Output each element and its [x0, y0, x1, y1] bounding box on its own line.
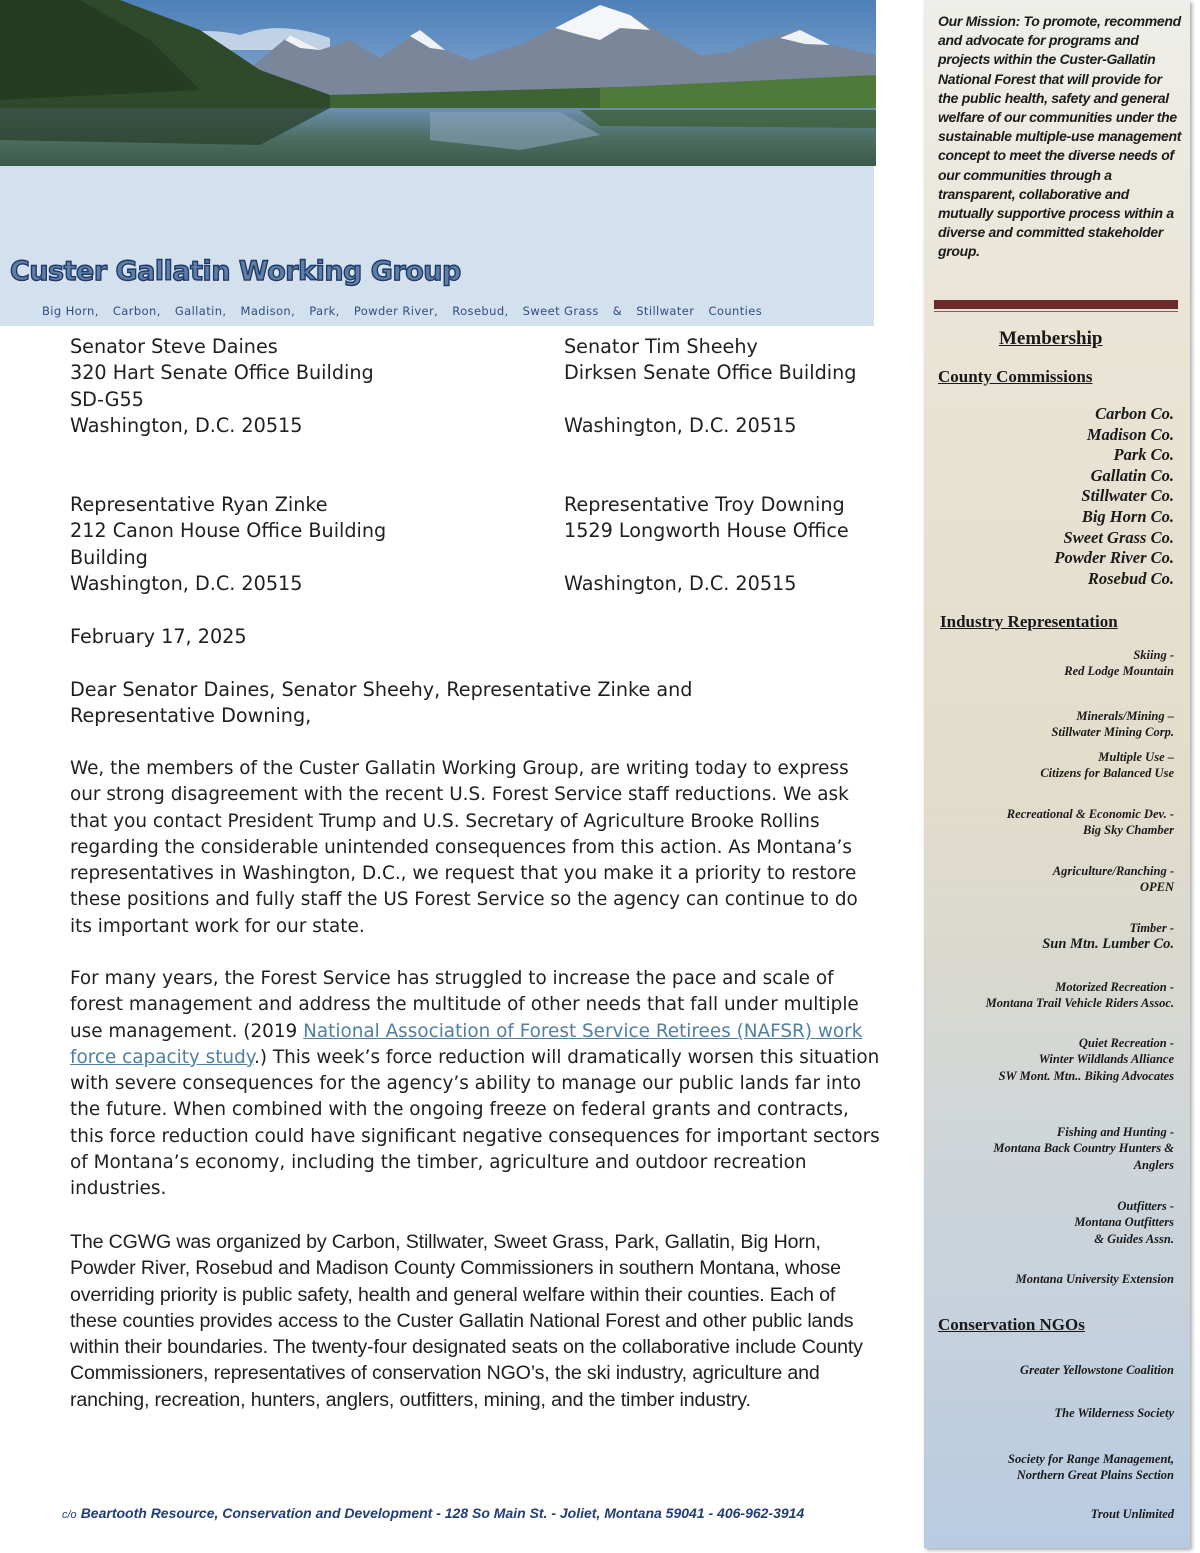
- address-line: SD-G55: [70, 387, 144, 411]
- industry-category: Outfitters -: [1117, 1199, 1174, 1213]
- address-line: Senator Tim Sheehy: [564, 335, 758, 358]
- industry-member: Montana Outfitters: [1074, 1215, 1174, 1230]
- membership-heading: Membership: [999, 328, 1103, 349]
- industry-category: Fishing and Hunting -: [1056, 1125, 1174, 1139]
- county-powder-river: Powder River,: [353, 304, 439, 318]
- address-line: 1529 Longworth House Office: [564, 519, 849, 543]
- paragraph-2-text: For many years, the Forest Service has struggled to increase the pace and scale of forest management and address the multitude of other needs that fall under multiple use management. (2019: [70, 968, 859, 1042]
- address-line: 320 Hart Senate Office Building: [70, 361, 374, 385]
- address-line: Washington, D.C. 20515: [564, 571, 797, 595]
- paragraph-1: We, the members of the Custer Gallatin Working Group, are writing today to express our strong disagreement with the recent U.S. Forest Service staff reductions. We ask that you contact President Trump and U.S. Secretary of Agriculture Brooke Rollins regarding the considerable unintended consequences from this action. As Montana’s representatives in Washington, D.C., we request that you make it a priority to restore these positions and fully staff the US Forest Service so the agency can continue to do its important work for our state.: [70, 758, 858, 937]
- industry-category: Recreational & Economic Dev. -: [1006, 807, 1174, 821]
- industry-category: Multiple Use –: [1098, 750, 1174, 764]
- mission-statement: Our Mission: To promote, recommend and advocate for programs and projects within the Custer-Gallatin National Forest that will provide for the public health, safety and general welfare of our communities under the sustainable multiple-use management concept to meet the diverse needs of our communities through a transparent, collaborative and mutually supportive process within a diverse and committed stakeholder group.: [938, 13, 1182, 260]
- industry-outfitters: [1074, 1198, 1174, 1247]
- footer-address: [62, 1505, 804, 1521]
- list-item: Gallatin Co.: [1090, 465, 1174, 485]
- address-line: Washington, D.C. 20515: [70, 571, 303, 595]
- ngo-item: [1008, 1451, 1174, 1484]
- industry-recreational-economic: [1007, 806, 1174, 839]
- county-carbon: Carbon,: [112, 304, 161, 318]
- list-item: Rosebud Co.: [1087, 568, 1174, 588]
- list-item: Stillwater Co.: [1081, 486, 1174, 506]
- address-line: Representative Ryan Zinke: [70, 493, 328, 516]
- county-commissions-heading: County Commissions: [938, 367, 1093, 386]
- list-item: Powder River Co.: [1054, 548, 1174, 568]
- industry-category: Motorized Recreation -: [1055, 980, 1174, 994]
- address-downing: [564, 492, 849, 597]
- industry-member: Montana Trail Vehicle Riders Assoc.: [985, 996, 1174, 1011]
- county-bighorn: Big Horn,: [42, 304, 99, 318]
- address-line: Washington, D.C. 20515: [70, 413, 303, 437]
- address-line: [564, 387, 856, 413]
- industry-category: Timber -: [1129, 921, 1174, 935]
- org-name-logo: Custer Gallatin Working Group: [10, 256, 461, 287]
- industry-multiple-use: [1040, 749, 1174, 782]
- industry-member: Winter Wildlands Alliance: [1038, 1052, 1174, 1067]
- paragraph-3: The CGWG was organized by Carbon, Stillwater, Sweet Grass, Park, Gallatin, Big Horn, Powder River, Rosebud and Madison County Commissioners in southern Montana, whose overriding priority is public safety, health and general welfare within their counties. Each of these counties provides access to the Custer Gallatin National Forest and other public lands within their boundaries. The twenty-four designated seats on the collaborative include County Commissioners, representatives of conservation NGO’s, the ski industry, agriculture and ranching, recreation, hunters, anglers, outfitters, mining, and the timber industry.: [70, 1231, 863, 1411]
- industry-fishing-hunting: [993, 1124, 1174, 1173]
- industry-motorized-recreation: [986, 979, 1174, 1012]
- paragraph-2: [70, 966, 882, 1203]
- ngo-item: Greater Yellowstone Coalition: [1020, 1363, 1174, 1377]
- industry-member: & Guides Assn.: [1094, 1231, 1174, 1246]
- list-item: Sweet Grass Co.: [1063, 527, 1174, 547]
- ngo-name: Society for Range Management,: [1008, 1452, 1174, 1466]
- ngo-section: Northern Great Plains Section: [1016, 1468, 1174, 1483]
- industry-category: Quiet Recreation -: [1078, 1036, 1174, 1050]
- ngo-item: The Wilderness Society: [1054, 1406, 1174, 1420]
- address-line: Dirksen Senate Office Building: [564, 361, 857, 385]
- industry-category: Skiing -: [1133, 648, 1174, 662]
- list-item: Carbon Co.: [1095, 404, 1174, 423]
- nafsr-study-link[interactable]: National Association of Forest Service Retirees (NAFSR) work force capacity study: [70, 1020, 863, 1068]
- industry-member: SW Mont. Mtn.. Biking Advocates: [998, 1068, 1174, 1083]
- county-gallatin: Gallatin,: [174, 304, 227, 318]
- address-daines: [70, 334, 374, 439]
- address-sheehy: [564, 334, 856, 439]
- industry-member: Montana Back Country Hunters &: [993, 1141, 1174, 1156]
- ngo-item: Trout Unlimited: [1090, 1507, 1174, 1521]
- county-commissions-list: [1054, 404, 1174, 589]
- county-rosebud: Rosebud,: [452, 304, 509, 318]
- counties-word: Counties: [708, 304, 763, 318]
- industry-quiet-recreation: [999, 1035, 1174, 1084]
- letter-date: February 17, 2025: [70, 625, 247, 648]
- mountain-lake-image: [0, 0, 876, 166]
- sidebar-divider-thin: [934, 311, 1178, 312]
- header-band: [0, 166, 874, 326]
- industry-mining: [1051, 708, 1174, 741]
- industry-member: Big Sky Chamber: [1083, 823, 1174, 838]
- industry-member: Stillwater Mining Corp.: [1051, 725, 1174, 740]
- sidebar-divider: [934, 300, 1178, 309]
- salutation: Dear Senator Daines, Senator Sheehy, Representative Zinke and Representative Downing,: [70, 678, 693, 728]
- industry-member: Sun Mtn. Lumber Co.: [1042, 936, 1174, 953]
- industry-member: Anglers: [1133, 1157, 1174, 1172]
- list-item: Park Co.: [1113, 445, 1174, 465]
- industry-skiing: [1064, 647, 1174, 680]
- address-line: Representative Troy Downing: [564, 493, 845, 516]
- counties-list: [42, 304, 772, 318]
- county-madison: Madison,: [240, 304, 296, 318]
- address-line: Washington, D.C. 20515: [564, 413, 797, 437]
- county-park: Park,: [309, 304, 340, 318]
- footer-co: c/o: [62, 1509, 77, 1521]
- industry-member: Montana University Extension: [1015, 1272, 1174, 1286]
- industry-heading: Industry Representation: [940, 612, 1118, 631]
- conservation-ngos-heading: Conservation NGOs: [938, 1315, 1085, 1334]
- industry-category: Minerals/Mining –: [1076, 709, 1174, 723]
- list-item: Big Horn Co.: [1081, 506, 1174, 526]
- address-line: Senator Steve Daines: [70, 335, 278, 358]
- list-item: Madison Co.: [1086, 424, 1174, 444]
- footer-text: Beartooth Resource, Conservation and Development - 128 So Main St. - Joliet, Montana 59041 - 406-962-3914: [80, 1505, 805, 1521]
- sidebar: [924, 0, 1190, 1548]
- industry-member: OPEN: [1139, 880, 1174, 895]
- industry-timber: [1042, 920, 1174, 953]
- address-line: [564, 545, 849, 571]
- address-line: Building: [70, 545, 148, 569]
- address-zinke: [70, 492, 386, 597]
- ampersand: &: [612, 304, 623, 318]
- paragraph-2-text-cont: .) This week’s force reduction will dramatically worsen this situation with severe consequences for the agency’s ability to manage our public lands far into the future. When combined with the ongoing freeze on federal grants and contracts, this force reduction could have significant negative consequences for important sectors of Montana’s economy, including the timber, agriculture and outdoor recreation industries.: [70, 1046, 880, 1200]
- address-line: 212 Canon House Office Building: [70, 519, 387, 543]
- industry-extension: [1016, 1271, 1174, 1287]
- industry-member: Red Lodge Mountain: [1064, 664, 1174, 679]
- county-sweet-grass: Sweet Grass: [522, 304, 599, 318]
- industry-agriculture: [1053, 863, 1174, 896]
- industry-category: Agriculture/Ranching -: [1052, 864, 1174, 878]
- industry-member: Citizens for Balanced Use: [1040, 766, 1174, 781]
- header-landscape-photo: [0, 0, 876, 166]
- county-stillwater: Stillwater: [636, 304, 695, 318]
